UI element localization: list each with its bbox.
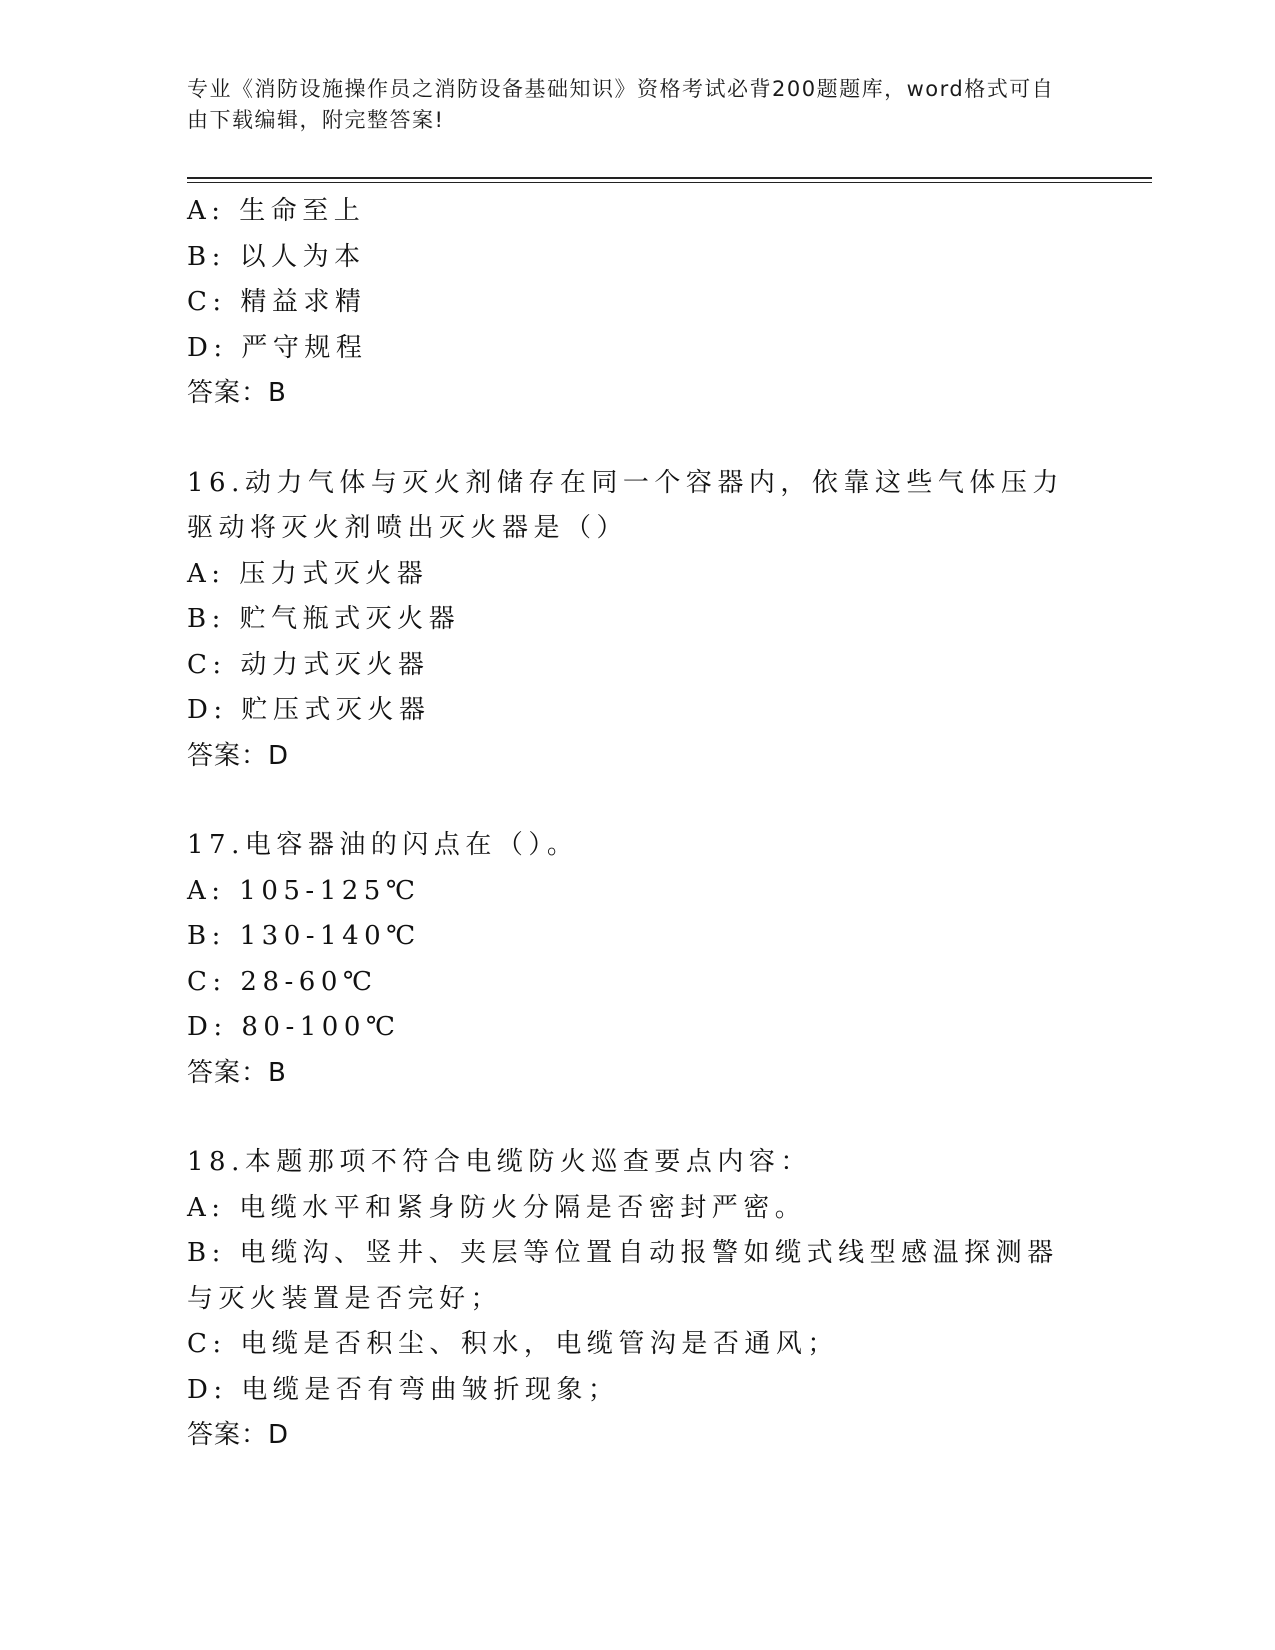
option-c: C: 动力式灭火器 xyxy=(187,649,430,680)
question-list xyxy=(187,189,1087,1459)
spacer xyxy=(187,417,1087,461)
option-b: B: 130-140℃ xyxy=(187,921,421,951)
option-a: A: 105-125℃ xyxy=(187,875,421,906)
question-17-block xyxy=(187,823,1087,1096)
option-d: D: 严守规程 xyxy=(187,332,368,363)
answer-line: 答案：D xyxy=(187,1420,290,1450)
option-a: A: 压力式灭火器 xyxy=(187,558,429,589)
question-16-block xyxy=(187,461,1087,780)
option-d: D: 贮压式灭火器 xyxy=(187,695,431,725)
option-c: C: 电缆是否积尘、积水，电缆管沟是否通风； xyxy=(187,1329,839,1359)
option-c: C: 精益求精 xyxy=(187,287,367,317)
option-b: B: 以人为本 xyxy=(187,241,366,272)
answer-line: 答案：D xyxy=(187,740,290,771)
question-stem: 16.动力气体与灭火剂储存在同一个容器内，依靠这些气体压力驱动将灭火剂喷出灭火器是（） xyxy=(187,467,1064,543)
option-b: B: 贮气瓶式灭火器 xyxy=(187,604,461,634)
header-rule-thin xyxy=(187,182,1152,183)
answer-line: 答案：B xyxy=(187,378,287,408)
answer-line: 答案：B xyxy=(187,1057,287,1088)
question-stem: 18.本题那项不符合电缆防火巡查要点内容： xyxy=(187,1147,812,1177)
header-rule-thick xyxy=(187,177,1152,179)
question-stem: 17.电容器油的闪点在（）。 xyxy=(187,830,579,860)
option-d: D: 80-100℃ xyxy=(187,1012,401,1042)
option-d: D: 电缆是否有弯曲皱折现象； xyxy=(187,1374,620,1405)
spacer xyxy=(187,1096,1087,1140)
question-15-block xyxy=(187,189,1087,417)
question-18-block xyxy=(187,1140,1087,1459)
document-header: 专业《消防设施操作员之消防设备基础知识》资格考试必背200题题库，word格式可自由下载编辑，附完整答案! xyxy=(187,77,1055,132)
option-a: A: 电缆水平和紧身防火分隔是否密封严密。 xyxy=(187,1192,807,1223)
option-a: A: 生命至上 xyxy=(187,196,366,226)
option-c: C: 28-60℃ xyxy=(187,966,378,997)
option-b: B: 电缆沟、竖井、夹层等位置自动报警如缆式线型感温探测器与灭火装置是否完好； xyxy=(187,1238,1059,1314)
spacer xyxy=(187,779,1087,823)
